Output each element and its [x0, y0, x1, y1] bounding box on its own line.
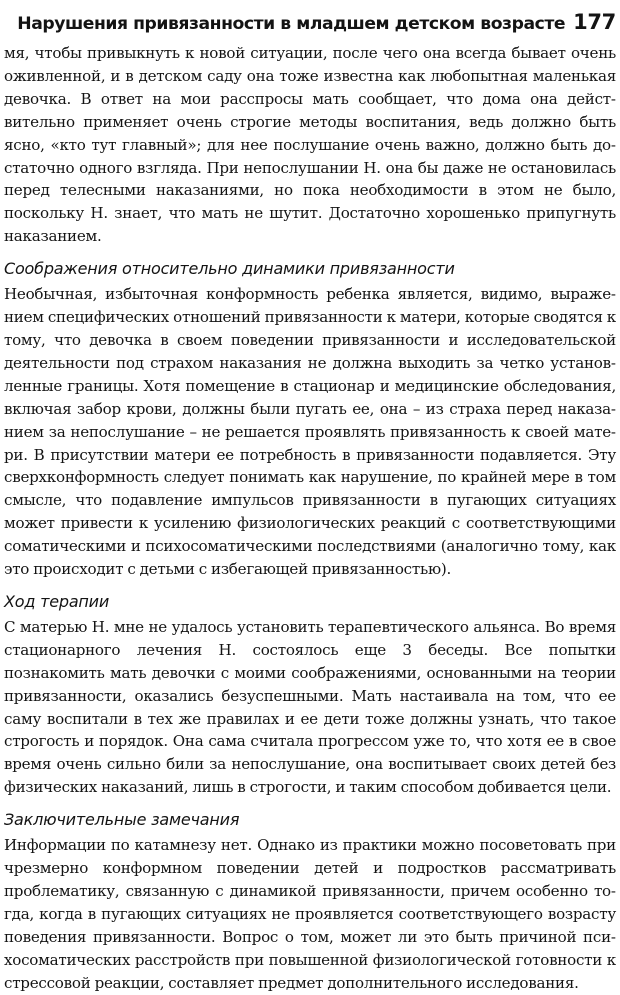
- book-page: [4, 0, 616, 992]
- page-number: 177: [573, 10, 616, 34]
- paragraph-attachment-dynamics: Необычная, избыточная конформность ребенка является, видимо, выражением специфических отношений привязанности к матери, которые сводятся к тому, что девочка в своем поведении привязанности и исследовательской деятельности под страхом наказания не должна выходить за четко установленные границы. Хотя помещение в стационар и медицинские обследования, включая забор крови, должны были пугать ее, она – из страха перед наказанием за непослушание – не решается проявлять привязанность к своей матери. В присутствии матери ее потребность в привязанности подавляется. Эту сверхконформность следует понимать как нарушение, по крайней мере в том смысле, что подавление импульсов привязанности в пугающих ситуациях может привести к усилению физиологических реакций с соответствующими соматическими и психосоматическими последствиями (аналогично тому, как это происходит с детьми с избегающей привязанностью).: [4, 285, 616, 579]
- paragraph-intro: мя, чтобы привыкнуть к новой ситуации, после чего она всегда бывает очень оживленной, и в детском саду она тоже известна как любопытная маленькая девочка. В ответ на мои расспросы мать сообщает, что дома она действительно применяет очень строгие методы воспитания, ведь должно быть ясно, «кто тут главный»; для нее послушание очень важно, должно быть достаточно одного взгляда. При непослушании Н. она бы даже не остановилась перед телесными наказаниями, но пока необходимости в этом не было, поскольку Н. знает, что мать не шутит. Достаточно хорошенько припугнуть наказанием.: [4, 44, 616, 246]
- section-heading-therapy-course: Ход терапии: [4, 591, 110, 611]
- page-header: [17, 2, 616, 34]
- section-heading-final-remarks: Заключительные замечания: [4, 810, 240, 830]
- paragraph-therapy-course: С матерью Н. мне не удалось установить терапевтического альянса. Во время стационарного лечения Н. состоялось еще 3 беседы. Все попытки познакомить мать девочки с моими соображениями, основанными на теории привязанности, оказались безуспешными. Мать настаивала на том, что ее саму воспитали в тех же правилах и ее дети тоже должны узнать, что такое строгость и порядок. Она сама считала прогрессом уже то, что хотя ее в свое время очень сильно били за непослушание, она воспитывает своих детей без физических наказаний, лишь в строгости, и таким способом добивается цели.: [4, 617, 616, 797]
- body-text: [4, 42, 616, 995]
- running-title: Нарушения привязанности в младшем детском возрасте: [17, 14, 566, 34]
- section-heading-attachment-dynamics: Соображения относительно динамики привязанности: [4, 259, 455, 279]
- paragraph-final-remarks: Информации по катамнезу нет. Однако из практики можно посоветовать при чрезмерно конформном поведении детей и подростков рассматривать проблематику, связанную с динамикой привязанности, причем особенно тогда, когда в пугающих ситуациях не проявляется соответствующего возрасту поведения привязанности. Вопрос о том, может ли это быть причиной психосоматических расстройств при повышенной физиологической готовности к стрессовой реакции, составляет предмет дополнительного исследования.: [4, 836, 616, 992]
